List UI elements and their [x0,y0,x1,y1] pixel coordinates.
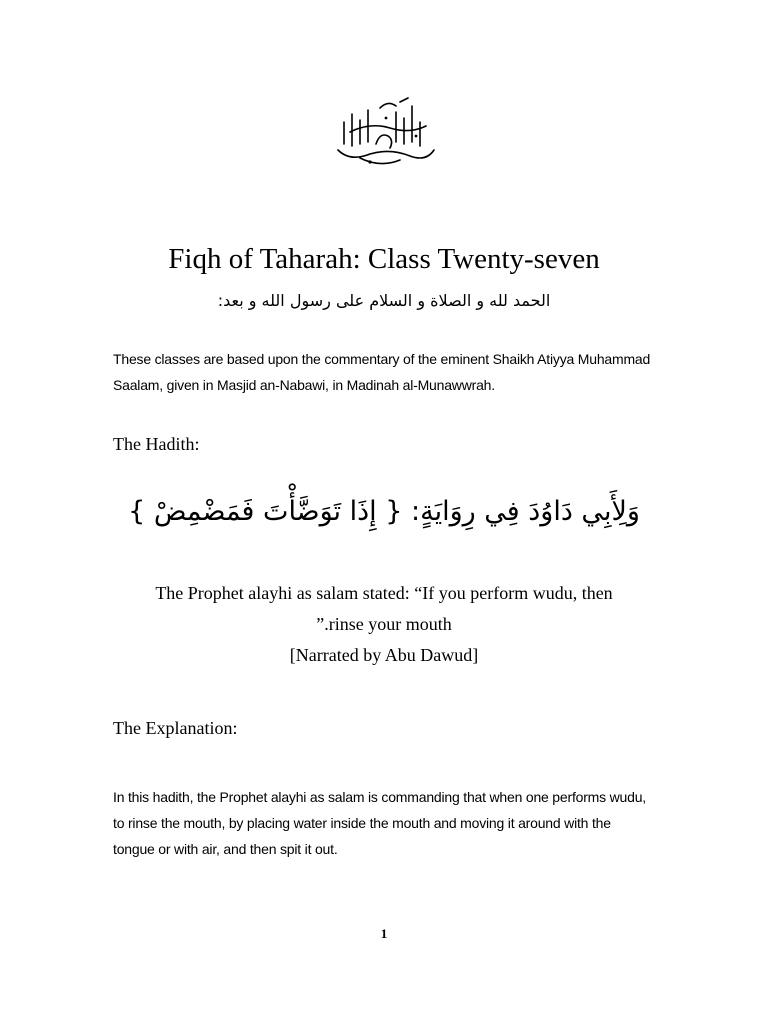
bismillah-calligraphy [330,92,440,172]
translation-line: ”.rinse your mouth [316,614,452,634]
hadith-source: [Narrated by Abu Dawud] [289,645,479,665]
hadith-arabic-text: وَلِأَبِي دَاوُدَ فِي رِوَايَةٍ: { إِذَا تَوَضَّأْتَ فَمَضْمِضْ } [128,496,640,527]
hadith-heading: The Hadith: [113,434,200,454]
page-title: Fiqh of Taharah: Class Twenty-seven [168,243,600,275]
translation-line: The Prophet alayhi as salam stated: “If you perform wudu, then [155,583,613,603]
intro-line: Saalam, given in Masjid an-Nabawi, in Madinah al-Munawwrah. [113,377,495,393]
arabic-praise: الحمد لله و الصلاة و السلام على رسول الله و بعد: [217,291,551,310]
explanation-paragraph [113,784,668,862]
calligraphy-icon [330,92,440,172]
explanation-heading: The Explanation: [113,718,238,738]
explanation-line: In this hadith, the Prophet alayhi as salam is commanding that when one performs wudu, [113,789,646,805]
explanation-line: to rinse the mouth, by placing water inside the mouth and moving it around with the [113,815,611,831]
explanation-line: tongue or with air, and then spit it out. [113,841,338,857]
hadith-translation [0,578,768,671]
intro-paragraph [113,346,673,398]
page-number: 1 [380,926,388,941]
intro-line: These classes are based upon the commentary of the eminent Shaikh Atiyya Muhammad [113,351,651,367]
